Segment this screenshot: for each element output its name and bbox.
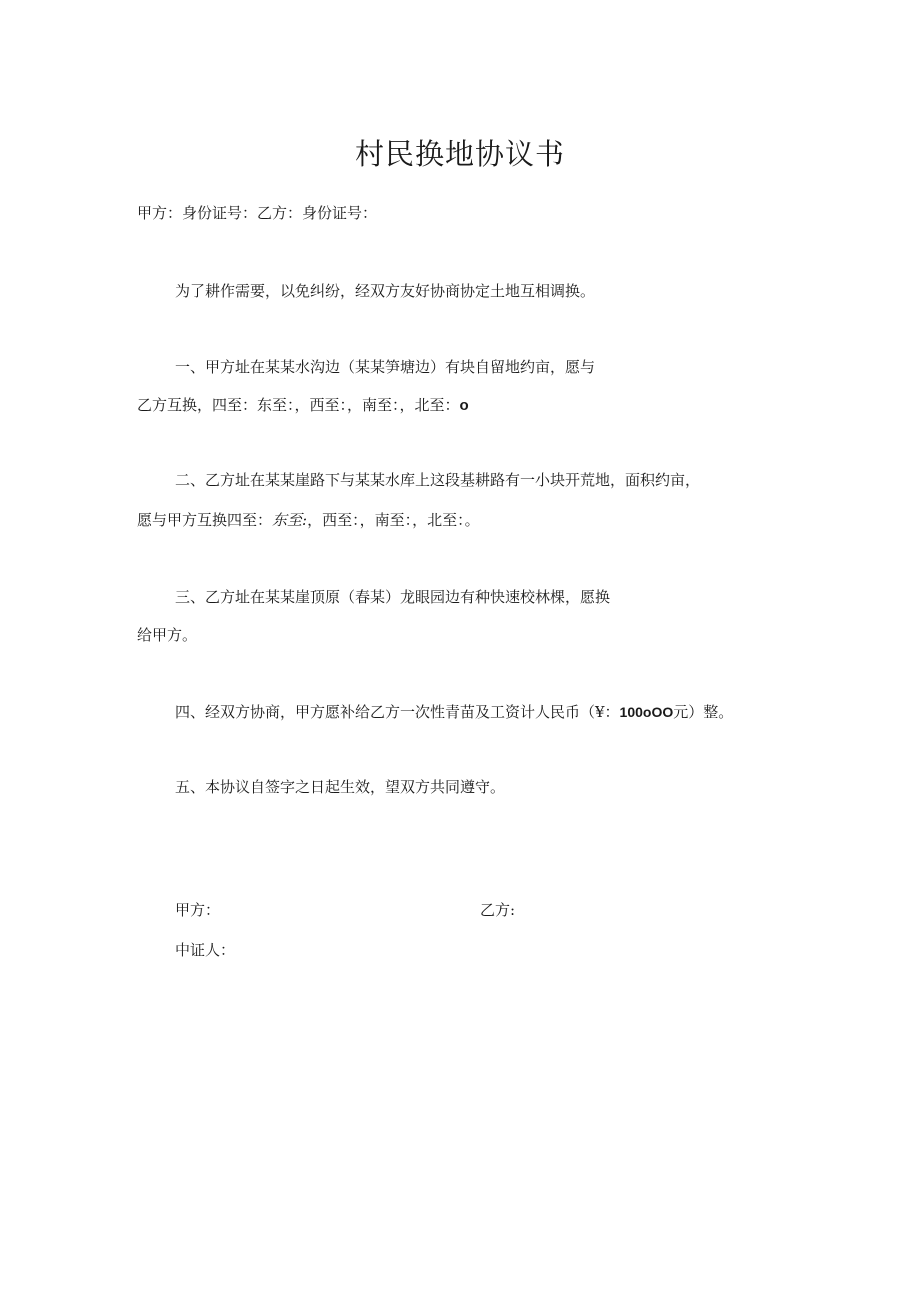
clause-5: 五、本协议自签字之日起生效，望双方共同遵守。: [175, 778, 506, 796]
clause-2-line-2-b: 东至:: [272, 511, 308, 529]
signature-witness: 中证人：: [175, 941, 236, 959]
clause-2-line-2-c: ，西至：，南至：，北至：。: [307, 511, 480, 529]
intro-paragraph: 为了耕作需要，以免纠纷，经双方友好协商协定土地互相调换。: [175, 282, 596, 300]
clause-1-line-2: [137, 395, 469, 416]
signature-party-a: 甲方：: [175, 901, 221, 919]
clause-2-line-2-a: 愿与甲方互换四至：: [137, 511, 273, 529]
clause-3-line-2: 给甲方。: [137, 626, 198, 644]
clause-1-line-2-text: 乙方互换，四至：东至：，西至：，南至：，北至：: [137, 396, 460, 414]
clause-4-amount: 100oOO: [619, 704, 674, 720]
clause-1-line-2-end: o: [459, 397, 469, 414]
clause-1-line-1: 一、甲方址在某某水沟边（某某笋塘边）有块自留地约亩，愿与: [175, 358, 596, 376]
parties-line: 甲方：身份证号：乙方：身份证号：: [137, 204, 378, 222]
clause-2-line-1: 二、乙方址在某某崖路下与某某水库上这段基耕路有一小块开荒地，面积约亩，: [175, 471, 701, 489]
clause-2-line-2: [137, 510, 480, 530]
clause-4-pre: 四、经双方协商，甲方愿补给乙方一次性青苗及工资计人民币（¥：: [175, 703, 620, 721]
clause-4: [175, 702, 733, 722]
document-title: 村民换地协议书: [354, 137, 565, 171]
signature-party-b: 乙方:: [480, 901, 516, 919]
clause-3-line-1: 三、乙方址在某某崖顶原（春某）龙眼园边有种快速校林棵，愿换: [175, 588, 611, 606]
clause-4-post: 元）整。: [673, 703, 734, 721]
